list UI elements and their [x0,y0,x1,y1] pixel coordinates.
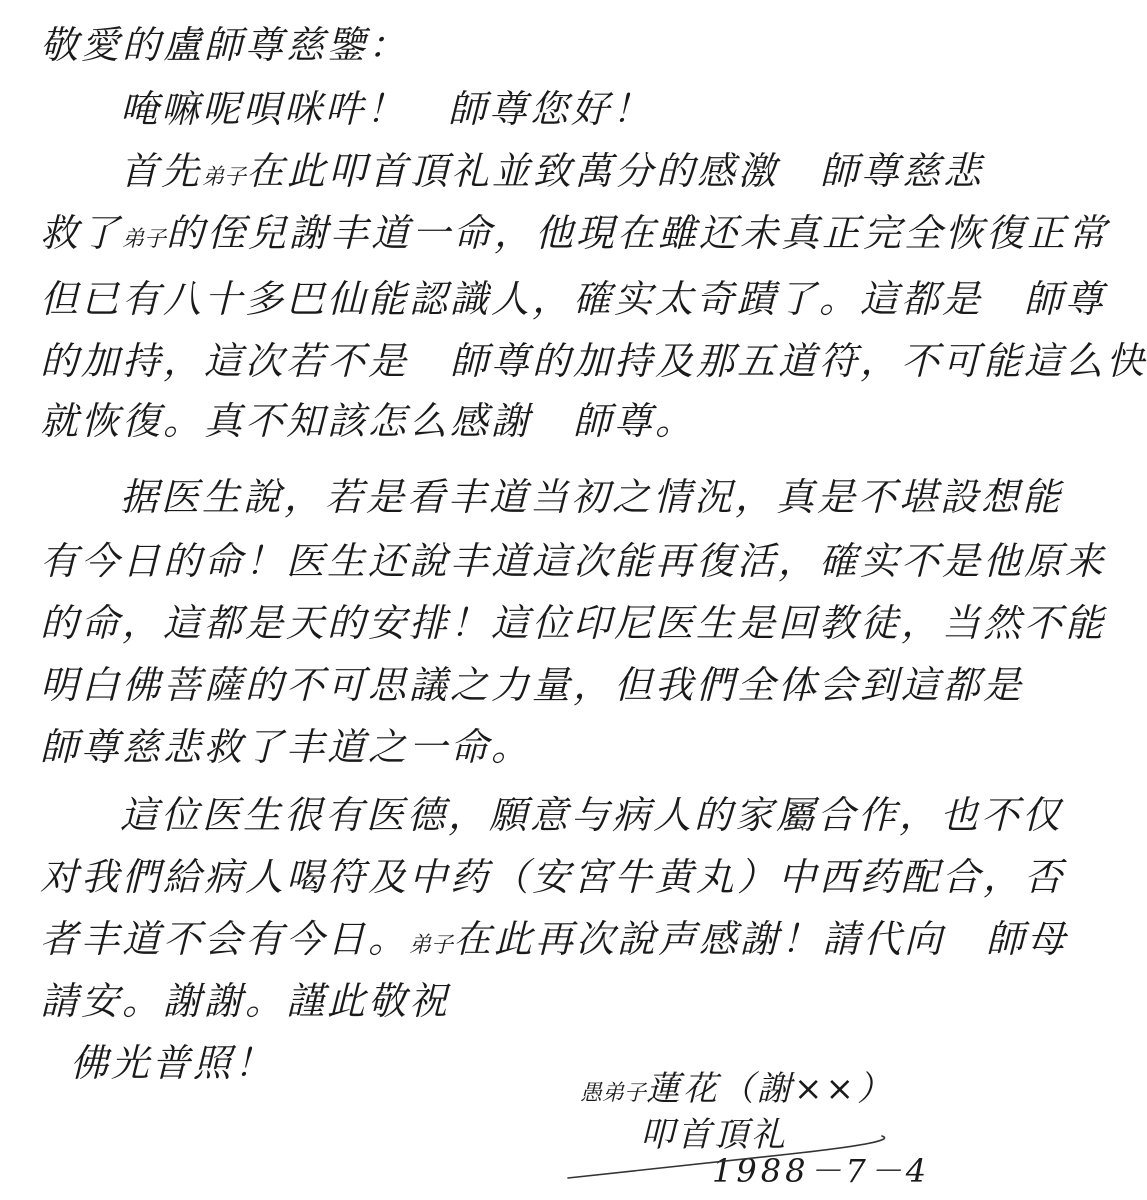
paragraph1-text: 的侄兒謝丰道一命，他現在雖还未真正完全恢復正常 [166,211,1110,255]
paragraph3-line1: 這位医生很有医德，願意与病人的家屬合作，也不仅 [120,793,1064,837]
paragraph2-line5: 師尊慈悲救了丰道之一命。 [40,725,533,769]
closing-blessing: 佛光普照！ [70,1041,276,1085]
signature-bow: 叩首頂礼 [640,1115,788,1155]
mantra-greeting: 唵嘛呢唄咪吽！ 師尊您好！ [120,87,654,131]
salutation: 敬愛的盧師尊慈鑒： [40,23,410,67]
paragraph1-line2 [40,210,1109,263]
paragraph3-line2: 对我們給病人喝符及中药（安宮牛黄丸）中西药配合，否 [40,855,1066,899]
paragraph1-line4: 的加持，這次若不是 師尊的加持及那五道符，不可能這么快 [40,339,1147,383]
signature-name-line [580,1066,894,1117]
paragraph1-line5: 就恢復。真不知該怎么感謝 師尊。 [40,399,697,443]
signature-name: 蓮花（謝××） [646,1069,894,1109]
paragraph2-line4: 明白佛菩薩的不可思議之力量，但我們全体会到這都是 [40,663,1025,707]
paragraph1-line3: 但已有八十多巴仙能認識人，確实太奇蹟了。這都是 師尊 [40,277,1107,321]
paragraph1-small-disciple: 弟子 [202,165,247,190]
paragraph3-line4: 請安。謝謝。謹此敬祝 [40,979,451,1023]
paragraph2-line1: 据医生說，若是看丰道当初之情況，真是不堪設想能 [120,475,1064,519]
paragraph1-small-disciple: 弟子 [122,227,167,252]
paragraph1-line1 [120,148,984,201]
paragraph3-small-disciple: 弟子 [409,933,454,958]
paragraph2-line3: 的命，這都是天的安排！這位印尼医生是回教徒，当然不能 [40,601,1107,645]
paragraph3-line3 [40,916,1068,969]
signature-underline-stroke [560,1130,890,1190]
paragraph1-text: 在此叩首頂礼並致萬分的感激 師尊慈悲 [246,149,985,193]
signature-prefix: 愚弟子 [580,1081,647,1106]
paragraph3-text: 者丰道不会有今日。 [40,917,410,961]
paragraph1-text: 首先 [120,149,203,193]
paragraph3-text: 在此再次說声感謝！請代向 師母 [453,917,1069,961]
letter-date: 1988－7－4 [712,1152,931,1190]
paragraph2-line2: 有今日的命！医生还說丰道這次能再復活，確实不是他原来 [40,539,1107,583]
paragraph1-text: 救了 [40,211,123,255]
